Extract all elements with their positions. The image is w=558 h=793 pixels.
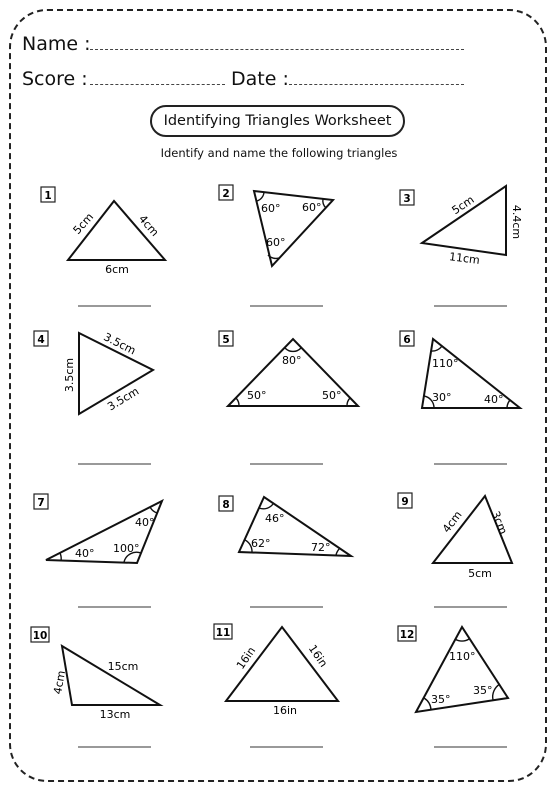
- side-label: 3cm: [488, 509, 510, 537]
- angle-arc: [336, 548, 340, 555]
- angle-arc: [257, 192, 264, 201]
- problem-number: 2: [222, 188, 230, 200]
- angle-label: 60°: [261, 202, 281, 215]
- angle-label: 72°: [311, 541, 331, 554]
- side-label: 11cm: [448, 250, 481, 267]
- triangle-shape: [62, 646, 160, 705]
- date-label: Date :: [231, 68, 289, 90]
- angle-arc: [236, 398, 239, 406]
- angle-arc: [455, 639, 469, 641]
- angle-arc: [493, 684, 500, 700]
- side-label: 5cm: [70, 210, 97, 237]
- angle-label: 40°: [484, 393, 504, 406]
- side-label: 3.5cm: [63, 357, 76, 393]
- side-label: 4cm: [439, 508, 465, 536]
- side-label: 4.4cm: [510, 204, 523, 240]
- angle-label: 100°: [113, 542, 140, 555]
- side-label: 5cm: [468, 567, 492, 580]
- angle-label: 50°: [247, 389, 267, 402]
- angle-label: 35°: [473, 684, 493, 697]
- instructions: Identify and name the following triangles: [160, 146, 398, 160]
- problem-12: [398, 626, 508, 747]
- problem-1: [41, 187, 165, 306]
- angle-label: 60°: [302, 201, 322, 214]
- problem-7: [34, 494, 162, 607]
- problem-number: 10: [32, 630, 48, 642]
- problem-number: 7: [37, 497, 45, 509]
- angle-label: 40°: [135, 516, 155, 529]
- angle-arc: [424, 698, 431, 710]
- score-label: Score :: [22, 68, 88, 90]
- problem-number: 4: [37, 334, 45, 346]
- worksheet-title-text: Identifying Triangles Worksheet: [163, 113, 392, 129]
- angle-label: 46°: [265, 512, 285, 525]
- angle-label: 60°: [266, 236, 286, 249]
- problem-6: [400, 331, 520, 464]
- angle-label: 30°: [432, 391, 452, 404]
- problem-4: [34, 330, 153, 464]
- triangle-shape: [416, 627, 508, 712]
- angle-arc: [347, 398, 350, 406]
- problem-number: 6: [403, 334, 411, 346]
- problem-number: 3: [403, 193, 411, 205]
- side-label: 13cm: [99, 708, 131, 721]
- side-label: 4cm: [135, 212, 162, 239]
- problem-number: 9: [401, 496, 409, 508]
- side-label: 5cm: [449, 193, 477, 218]
- side-label: 3.5cm: [105, 384, 142, 414]
- problem-number: 5: [222, 334, 230, 346]
- angle-arc: [150, 507, 157, 513]
- problem-2: [219, 185, 333, 306]
- name-label: Name :: [22, 33, 91, 55]
- problem-11: [214, 624, 338, 747]
- problem-number: 1: [44, 190, 52, 202]
- problem-5: [219, 331, 358, 464]
- angle-label: 40°: [75, 547, 95, 560]
- angle-arc: [507, 400, 510, 408]
- problem-10: [31, 627, 160, 747]
- side-label: 16in: [272, 704, 298, 717]
- triangle-shape: [46, 501, 162, 563]
- angle-arc: [285, 348, 301, 351]
- angle-label: 110°: [432, 357, 459, 370]
- angle-arc: [323, 199, 326, 208]
- angle-label: 35°: [431, 693, 451, 706]
- side-label: 6cm: [105, 263, 129, 276]
- problem-9: [398, 493, 512, 607]
- side-label: 3.5cm: [101, 330, 138, 358]
- problem-3: [400, 186, 523, 306]
- problem-8: [219, 496, 351, 607]
- angle-label: 80°: [282, 354, 302, 367]
- angle-label: 50°: [322, 389, 342, 402]
- angle-label: 110°: [449, 650, 476, 663]
- problem-number: 8: [222, 499, 230, 511]
- side-label: 4cm: [51, 669, 69, 696]
- problem-number: 11: [215, 627, 231, 639]
- side-label: 16in: [233, 644, 259, 672]
- side-label: 15cm: [107, 660, 139, 673]
- angle-label: 62°: [251, 537, 271, 550]
- problem-number: 12: [399, 629, 415, 641]
- side-label: 16in: [305, 642, 331, 670]
